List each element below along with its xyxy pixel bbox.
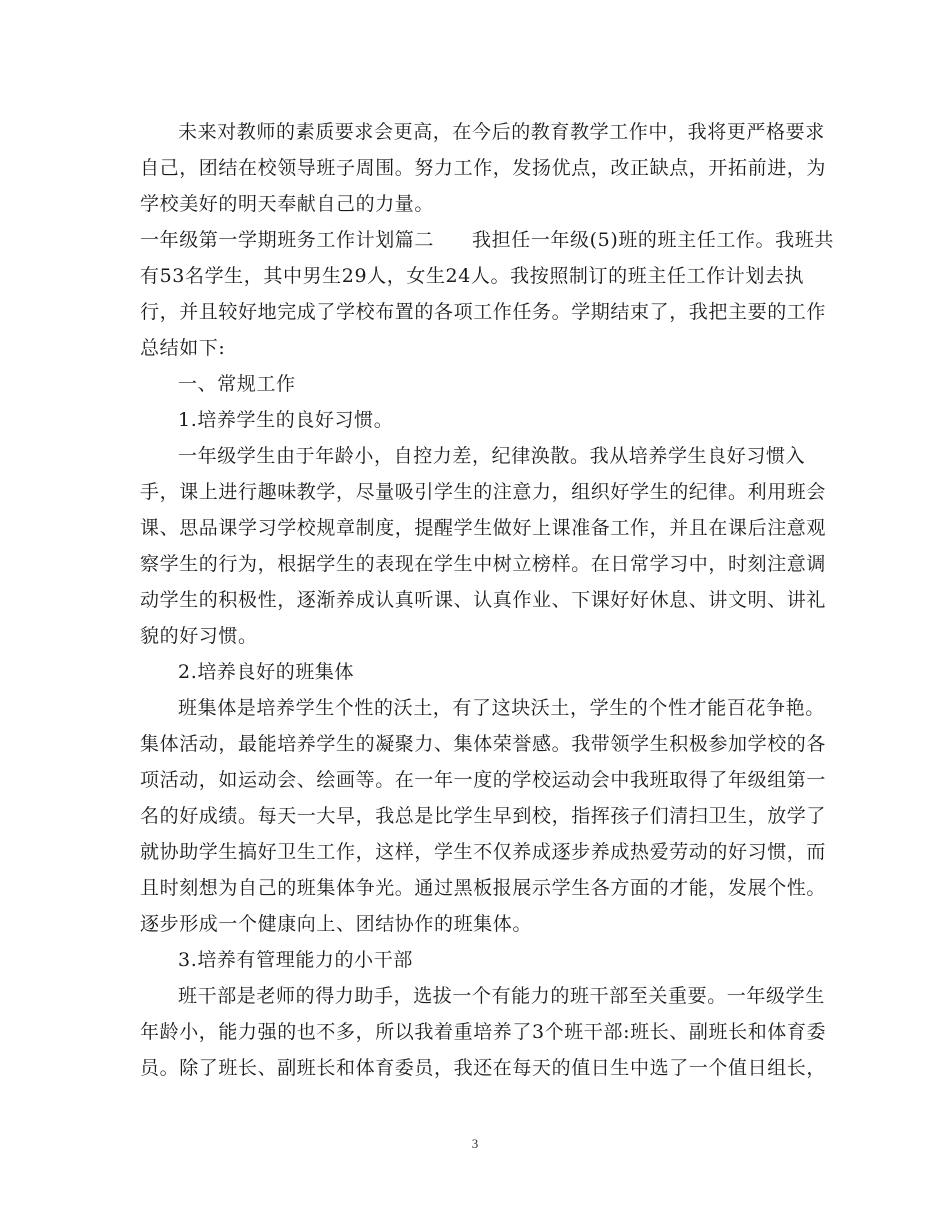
- text-line: 班干部是老师的得力助手，选拔一个有能力的班干部至关重要。一年级学生: [178, 985, 825, 1007]
- text-line: 逐步形成一个健康向上、团结协作的班集体。: [140, 913, 533, 935]
- text-line: 员。除了班长、副班长和体育委员，我还在每天的值日生中选了一个值日组长，: [140, 1057, 827, 1079]
- text-line: 自己，团结在校领导班子周围。努力工作，发扬优点，改正缺点，开拓前进，为: [140, 157, 827, 179]
- subheading: 1.培养学生的良好习惯。: [178, 409, 394, 431]
- text-line: 且时刻想为自己的班集体争光。通过黑板报展示学生各方面的才能，发展个性。: [140, 877, 827, 899]
- text-line: 察学生的行为，根据学生的表现在学生中树立榜样。在日常学习中，时刻注意调: [140, 553, 827, 575]
- text-line: 我担任一年级(5)班的班主任工作。我班共: [472, 229, 834, 251]
- heading-line: [140, 225, 834, 255]
- text-line: 集体活动，最能培养学生的凝聚力、集体荣誉感。我带领学生积极参加学校的各: [140, 733, 827, 755]
- text-line: 就协助学生搞好卫生工作，这样，学生不仅养成逐步养成热爱劳动的好习惯，而: [140, 841, 827, 863]
- text-line: 名的好成绩。每天一大早，我总是比学生早到校，指挥孩子们清扫卫生，放学了: [140, 805, 827, 827]
- text-line: 一年级学生由于年龄小，自控力差，纪律涣散。我从培养学生良好习惯入: [178, 445, 806, 467]
- text-line: 有53名学生，其中男生29人，女生24人。我按照制订的班主任工作计划去执: [140, 265, 805, 287]
- subheading: 一、常规工作: [178, 373, 296, 395]
- text-line: 项活动，如运动会、绘画等。在一年一度的学校运动会中我班取得了年级组第一: [140, 769, 827, 791]
- text-line: 手，课上进行趣味教学，尽量吸引学生的注意力，组织好学生的纪律。利用班会: [140, 481, 827, 503]
- text-line: 学校美好的明天奉献自己的力量。: [140, 193, 435, 215]
- text-line: 总结如下:: [140, 337, 226, 359]
- text-line: 动学生的积极性，逐渐养成认真听课、认真作业、下课好好休息、讲文明、讲礼: [140, 589, 827, 611]
- text-line: 未来对教师的素质要求会更高，在今后的教育教学工作中，我将更严格要求: [178, 121, 825, 143]
- subheading: 2.培养良好的班集体: [178, 661, 355, 683]
- page-number: 3: [471, 1136, 479, 1151]
- text-line: 班集体是培养学生个性的沃土，有了这块沃土，学生的个性才能百花争艳。: [178, 697, 825, 719]
- subheading: 3.培养有管理能力的小干部: [178, 949, 413, 971]
- text-line: 貌的好习惯。: [140, 625, 258, 647]
- text-line: 行，并且较好地完成了学校布置的各项工作任务。学期结束了，我把主要的工作: [140, 301, 827, 323]
- text-line: 课、思品课学习学校规章制度，提醒学生做好上课准备工作，并且在课后注意观: [140, 517, 827, 539]
- section-heading: 一年级第一学期班务工作计划篇二: [140, 229, 435, 251]
- text-line: 年龄小，能力强的也不多，所以我着重培养了3个班干部:班长、副班长和体育委: [140, 1021, 827, 1043]
